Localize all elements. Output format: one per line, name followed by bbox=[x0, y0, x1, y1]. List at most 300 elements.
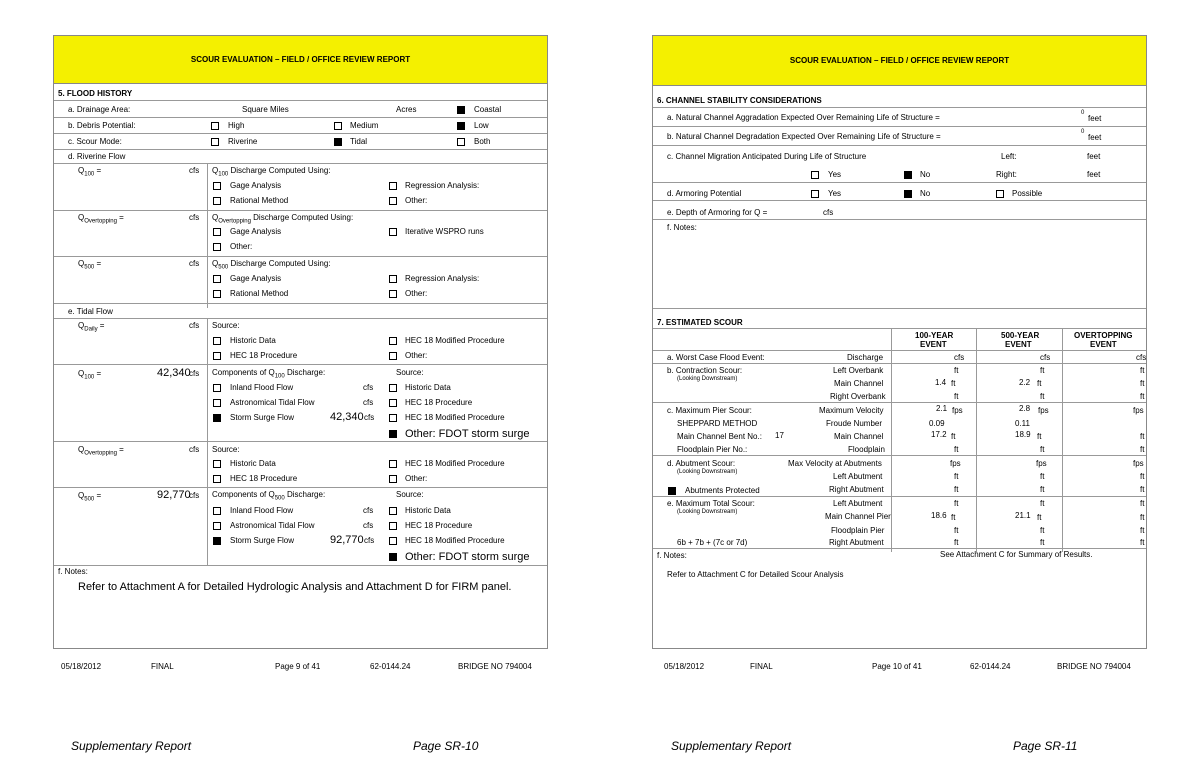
migration-left-unit: feet bbox=[1087, 152, 1101, 161]
estimated-scour-heading: 7. ESTIMATED SCOUR bbox=[657, 318, 743, 327]
q-sub: 500 bbox=[274, 495, 285, 502]
unit-ft: ft bbox=[1040, 445, 1045, 454]
other-checkbox[interactable] bbox=[213, 243, 221, 251]
source-label: Source: bbox=[212, 321, 240, 330]
col-100yr-line2: EVENT bbox=[920, 340, 947, 349]
footer-status: FINAL bbox=[750, 662, 773, 671]
supplementary-page: Page SR-11 bbox=[1013, 739, 1078, 753]
q100-eq: = bbox=[94, 166, 102, 175]
pier-velocity-500: 2.8 bbox=[1019, 404, 1031, 413]
unit-cfs: cfs bbox=[1040, 353, 1051, 362]
supplementary-label: Supplementary Report bbox=[71, 739, 192, 753]
unit-ft: ft bbox=[1040, 392, 1045, 401]
unit-ft: ft bbox=[1037, 513, 1042, 522]
degradation-unit: feet bbox=[1088, 133, 1102, 142]
total-left-abutment-label: Left Abutment bbox=[833, 499, 883, 508]
footer-date: 05/18/2012 bbox=[664, 662, 705, 671]
q-sub: 100 bbox=[218, 171, 229, 178]
footer-bridge: BRIDGE NO 794004 bbox=[458, 662, 532, 671]
high-label: High bbox=[228, 121, 245, 130]
storm-surge-value: 92,770 bbox=[330, 534, 364, 546]
tidal-q500-value: 92,770 bbox=[157, 489, 191, 501]
regression-checkbox[interactable] bbox=[389, 275, 397, 283]
divider bbox=[653, 182, 1146, 183]
other-fdot-label: Other: FDOT storm surge bbox=[405, 428, 530, 440]
divider bbox=[653, 496, 1146, 497]
hec18-procedure-label: HEC 18 Procedure bbox=[405, 521, 473, 530]
unit-ft: ft bbox=[1140, 392, 1145, 401]
total-main-100: 18.6 bbox=[931, 511, 947, 520]
abutments-protected-checkbox[interactable] bbox=[668, 487, 676, 495]
footer-date: 05/18/2012 bbox=[61, 662, 102, 671]
notes-label: f. Notes: bbox=[58, 567, 88, 576]
divider bbox=[653, 107, 1146, 108]
riverine-checkbox[interactable] bbox=[211, 138, 219, 146]
pier-main-100: 17.2 bbox=[931, 430, 947, 439]
other-fdot-label: Other: FDOT storm surge bbox=[405, 551, 530, 563]
divider bbox=[653, 328, 1146, 329]
unit-fps: fps bbox=[1133, 406, 1144, 415]
divider bbox=[653, 363, 1146, 364]
channel-stability-heading: 6. CHANNEL STABILITY CONSIDERATIONS bbox=[657, 96, 822, 105]
floodplain-pier-label: Floodplain Pier bbox=[831, 526, 885, 535]
q-sub: 500 bbox=[218, 264, 229, 271]
divider bbox=[653, 145, 1146, 146]
historic-data-checkbox[interactable] bbox=[213, 337, 221, 345]
froude-label: Froude Number bbox=[826, 419, 883, 428]
tidal-q100-label bbox=[78, 370, 101, 381]
total-scour-label: e. Maximum Total Scour: bbox=[667, 499, 755, 508]
components-heading bbox=[212, 491, 325, 502]
supplementary-page: Page SR-10 bbox=[413, 739, 479, 753]
unit-ft: ft bbox=[954, 445, 959, 454]
floodplain-pier-no-label: Floodplain Pier No.: bbox=[677, 445, 748, 454]
storm-surge-checkbox[interactable] bbox=[213, 537, 221, 545]
divider bbox=[54, 487, 547, 488]
unit-fps: fps bbox=[1133, 459, 1144, 468]
unit-fps: fps bbox=[950, 459, 961, 468]
components-text: Components of Q bbox=[212, 490, 275, 499]
unit-ft: ft bbox=[954, 499, 959, 508]
unit-ft: ft bbox=[954, 526, 959, 535]
historic-data-checkbox[interactable] bbox=[389, 384, 397, 392]
armoring-no-label: No bbox=[920, 189, 931, 198]
rational-method-checkbox[interactable] bbox=[213, 290, 221, 298]
other-label: Other: bbox=[405, 351, 428, 360]
q-overtopping-cfs: cfs bbox=[189, 213, 200, 222]
unit-ft: ft bbox=[1140, 432, 1145, 441]
riverine-label: Riverine bbox=[228, 137, 258, 146]
components-text: Components of Q bbox=[212, 368, 275, 377]
left-page bbox=[53, 35, 548, 649]
abutment-scour-label: d. Abutment Scour: bbox=[667, 459, 736, 468]
unit-fps: fps bbox=[952, 406, 963, 415]
total-main-500: 21.1 bbox=[1015, 511, 1031, 520]
inland-flood-checkbox[interactable] bbox=[213, 384, 221, 392]
section7-notes-label: f. Notes: bbox=[657, 551, 687, 560]
q-eq: = bbox=[94, 259, 102, 268]
iterative-wspro-label: Iterative WSPRO runs bbox=[405, 227, 484, 236]
components-text: Discharge: bbox=[284, 368, 326, 377]
divider bbox=[976, 328, 977, 552]
froude-500: 0.11 bbox=[1015, 419, 1030, 428]
col-overtopping-line2: EVENT bbox=[1090, 340, 1117, 349]
unit-ft: ft bbox=[951, 379, 956, 388]
other-checkbox[interactable] bbox=[389, 197, 397, 205]
q500-cfs: cfs bbox=[189, 259, 200, 268]
degradation-value: 0 bbox=[1081, 129, 1085, 135]
storm-surge-checkbox[interactable] bbox=[213, 414, 221, 422]
tidal-flow-label: e. Tidal Flow bbox=[68, 307, 113, 316]
froude-100: 0.09 bbox=[929, 419, 945, 428]
gage-analysis-label: Gage Analysis bbox=[230, 181, 282, 190]
both-checkbox[interactable] bbox=[457, 138, 465, 146]
inland-flood-label: Inland Flood Flow bbox=[230, 383, 294, 392]
rational-method-label: Rational Method bbox=[230, 196, 289, 205]
historic-data-checkbox[interactable] bbox=[213, 460, 221, 468]
section6-notes-label: f. Notes: bbox=[667, 223, 697, 232]
q-letter: Q bbox=[212, 259, 219, 268]
gage-analysis-checkbox[interactable] bbox=[213, 228, 221, 236]
inland-flood-label: Inland Flood Flow bbox=[230, 506, 294, 515]
q500-label bbox=[78, 260, 101, 271]
migration-no-label: No bbox=[920, 170, 931, 179]
right-overbank-label: Right Overbank bbox=[830, 392, 886, 401]
armoring-yes-checkbox[interactable] bbox=[811, 190, 819, 198]
q-letter: Q bbox=[78, 213, 85, 222]
other-label: Other: bbox=[405, 474, 428, 483]
divider bbox=[54, 210, 547, 211]
flood-history-heading: 5. FLOOD HISTORY bbox=[58, 89, 133, 98]
right-page-title: SCOUR EVALUATION – FIELD / OFFICE REVIEW REPORT bbox=[653, 36, 1146, 86]
historic-data-label: Historic Data bbox=[230, 336, 276, 345]
divider bbox=[891, 328, 892, 552]
right-abutment-label: Right Abutment bbox=[829, 485, 884, 494]
migration-yes-label: Yes bbox=[828, 170, 842, 179]
q-eq: = bbox=[94, 491, 102, 500]
bent-no-label: Main Channel Bent No.: bbox=[677, 432, 762, 441]
divider bbox=[653, 548, 1146, 549]
q-eq: = bbox=[116, 445, 124, 454]
q-sub: Overtopping bbox=[218, 218, 251, 225]
historic-data-label: Historic Data bbox=[230, 459, 276, 468]
tidal-q100-cfs: cfs bbox=[189, 369, 200, 378]
inland-flood-checkbox[interactable] bbox=[213, 507, 221, 515]
unit-fps: fps bbox=[1036, 459, 1047, 468]
unit-ft: ft bbox=[954, 472, 959, 481]
contraction-main-500: 2.2 bbox=[1019, 378, 1031, 387]
medium-checkbox[interactable] bbox=[334, 122, 342, 130]
hec18-procedure-label: HEC 18 Procedure bbox=[405, 398, 473, 407]
unit-ft: ft bbox=[954, 485, 959, 494]
contraction-scour-label: b. Contraction Scour: bbox=[667, 366, 743, 375]
hec18-modified-checkbox[interactable] bbox=[389, 537, 397, 545]
q100-cfs: cfs bbox=[189, 166, 200, 175]
components-heading bbox=[212, 369, 325, 380]
historic-data-label: Historic Data bbox=[405, 506, 451, 515]
unit-ft: ft bbox=[1140, 538, 1145, 547]
supplementary-label: Supplementary Report bbox=[671, 739, 792, 753]
regression-checkbox[interactable] bbox=[389, 182, 397, 190]
q-letter: Q bbox=[212, 166, 219, 175]
unit-cfs: cfs bbox=[1136, 353, 1147, 362]
rational-method-checkbox[interactable] bbox=[213, 197, 221, 205]
tidal-q500-label bbox=[78, 492, 101, 503]
unit-ft: ft bbox=[1037, 379, 1042, 388]
other-label: Other: bbox=[405, 289, 428, 298]
divider bbox=[54, 565, 547, 566]
other-checkbox[interactable] bbox=[389, 290, 397, 298]
discharge-label: Discharge bbox=[847, 353, 884, 362]
q-overtopping-discharge-heading bbox=[212, 214, 353, 225]
coastal-checkbox[interactable] bbox=[457, 106, 465, 114]
source-label: Source: bbox=[212, 445, 240, 454]
historic-data-checkbox[interactable] bbox=[389, 507, 397, 515]
cfs-unit: cfs bbox=[364, 413, 375, 422]
storm-surge-label: Storm Surge Flow bbox=[230, 536, 295, 545]
col-overtopping-line1: OVERTOPPING bbox=[1074, 331, 1133, 340]
armoring-potential-label: d. Armoring Potential bbox=[667, 189, 742, 198]
pier-main-500: 18.9 bbox=[1015, 430, 1031, 439]
hec18-procedure-checkbox[interactable] bbox=[389, 522, 397, 530]
unit-ft: ft bbox=[1140, 472, 1145, 481]
coastal-label: Coastal bbox=[474, 105, 502, 114]
q-letter: Q bbox=[78, 491, 85, 500]
main-channel-pier-label: Main Channel Pier bbox=[825, 512, 891, 521]
q-text: Discharge Computed Using: bbox=[250, 213, 354, 222]
divider bbox=[207, 163, 208, 308]
gage-analysis-checkbox[interactable] bbox=[213, 182, 221, 190]
q-eq: = bbox=[97, 321, 105, 330]
unit-ft: ft bbox=[1040, 526, 1045, 535]
migration-right-label: Right: bbox=[996, 170, 1017, 179]
section7-notes-text: Refer to Attachment C for Detailed Scour Analysis bbox=[667, 570, 844, 579]
q-text: Discharge Computed Using: bbox=[228, 166, 331, 175]
migration-no-checkbox[interactable] bbox=[904, 171, 912, 179]
divider bbox=[653, 219, 1146, 220]
armoring-possible-checkbox[interactable] bbox=[996, 190, 1004, 198]
other-label: Other: bbox=[405, 196, 428, 205]
q-sub: Daily bbox=[84, 326, 98, 333]
unit-ft: ft bbox=[954, 366, 959, 375]
max-velocity-label: Maximum Velocity bbox=[819, 406, 884, 415]
hec18-modified-checkbox[interactable] bbox=[389, 337, 397, 345]
regression-label: Regression Analysis: bbox=[405, 181, 480, 190]
unit-ft: ft bbox=[1140, 513, 1145, 522]
q100-discharge-heading bbox=[212, 167, 331, 178]
astronomical-tidal-checkbox[interactable] bbox=[213, 522, 221, 530]
both-label: Both bbox=[474, 137, 491, 146]
hec18-modified-checkbox[interactable] bbox=[389, 460, 397, 468]
unit-ft: ft bbox=[951, 513, 956, 522]
other-checkbox[interactable] bbox=[389, 475, 397, 483]
q-text: Discharge Computed Using: bbox=[228, 259, 331, 268]
scour-mode-label: c. Scour Mode: bbox=[68, 137, 122, 146]
hec18-procedure-checkbox[interactable] bbox=[389, 399, 397, 407]
footer-project: 62-0144.24 bbox=[970, 662, 1011, 671]
aggradation-unit: feet bbox=[1088, 114, 1102, 123]
debris-potential-label: b. Debris Potential: bbox=[68, 121, 136, 130]
q-eq: = bbox=[116, 213, 124, 222]
q-eq: = bbox=[94, 369, 102, 378]
iterative-wspro-checkbox[interactable] bbox=[389, 228, 397, 236]
unit-ft: ft bbox=[1140, 485, 1145, 494]
armoring-depth-label: e. Depth of Armoring for Q = bbox=[667, 208, 768, 217]
divider bbox=[54, 256, 547, 257]
square-miles-label: Square Miles bbox=[242, 105, 289, 114]
other-fdot-checkbox[interactable] bbox=[389, 430, 397, 438]
components-text: Discharge: bbox=[284, 490, 326, 499]
q-sub: 500 bbox=[84, 496, 95, 503]
col-500yr-line2: EVENT bbox=[1005, 340, 1032, 349]
gage-analysis-label: Gage Analysis bbox=[230, 274, 282, 283]
unit-ft: ft bbox=[1040, 538, 1045, 547]
tidal-q-overtopping-cfs: cfs bbox=[189, 445, 200, 454]
q-sub: Overtopping bbox=[84, 218, 117, 225]
unit-ft: ft bbox=[954, 538, 959, 547]
tidal-q500-cfs: cfs bbox=[189, 491, 200, 500]
storm-surge-value: 42,340 bbox=[330, 411, 364, 423]
q500-discharge-heading bbox=[212, 260, 331, 271]
hec18-modified-label: HEC 18 Modified Procedure bbox=[405, 536, 505, 545]
divider bbox=[54, 117, 547, 118]
q100-label bbox=[78, 167, 101, 178]
acres-label: Acres bbox=[396, 105, 417, 114]
source-label: Source: bbox=[396, 490, 424, 499]
q100-sub: 100 bbox=[84, 171, 95, 178]
pier-scour-label: c. Maximum Pier Scour: bbox=[667, 406, 752, 415]
regression-label: Regression Analysis: bbox=[405, 274, 480, 283]
divider bbox=[653, 455, 1146, 456]
low-label: Low bbox=[474, 121, 489, 130]
migration-left-label: Left: bbox=[1001, 152, 1017, 161]
unit-ft: ft bbox=[1140, 366, 1145, 375]
divider bbox=[54, 149, 547, 150]
hec18-procedure-checkbox[interactable] bbox=[213, 352, 221, 360]
other-fdot-checkbox[interactable] bbox=[389, 553, 397, 561]
aggradation-label: a. Natural Channel Aggradation Expected Over Remaining Life of Structure = bbox=[667, 113, 940, 122]
unit-ft: ft bbox=[1140, 445, 1145, 454]
migration-yes-checkbox[interactable] bbox=[811, 171, 819, 179]
divider bbox=[653, 350, 1146, 351]
rational-method-label: Rational Method bbox=[230, 289, 289, 298]
unit-ft: ft bbox=[1040, 472, 1045, 481]
astronomical-tidal-checkbox[interactable] bbox=[213, 399, 221, 407]
medium-label: Medium bbox=[350, 121, 379, 130]
see-attachment-c: See Attachment C for Summary of Results. bbox=[940, 550, 1093, 559]
unit-ft: ft bbox=[1140, 526, 1145, 535]
unit-ft: ft bbox=[1040, 366, 1045, 375]
looking-downstream-note: (Looking Downstream) bbox=[677, 509, 738, 515]
q-overtopping-label bbox=[78, 214, 124, 225]
unit-cfs: cfs bbox=[954, 353, 965, 362]
other-checkbox[interactable] bbox=[389, 352, 397, 360]
total-right-abutment-label: Right Abutment bbox=[829, 538, 884, 547]
armoring-possible-label: Possible bbox=[1012, 189, 1043, 198]
right-page bbox=[652, 35, 1147, 649]
q100-q: Q bbox=[78, 166, 85, 175]
cfs-unit: cfs bbox=[363, 506, 374, 515]
left-overbank-label: Left Overbank bbox=[833, 366, 884, 375]
low-checkbox[interactable] bbox=[457, 122, 465, 130]
col-100yr-line1: 100-YEAR bbox=[915, 331, 954, 340]
armoring-no-checkbox[interactable] bbox=[904, 190, 912, 198]
contraction-main-100: 1.4 bbox=[935, 378, 947, 387]
pier-velocity-100: 2.1 bbox=[936, 404, 948, 413]
q-letter: Q bbox=[78, 369, 85, 378]
migration-right-unit: feet bbox=[1087, 170, 1101, 179]
q-sub: 100 bbox=[84, 374, 95, 381]
footer-page: Page 9 of 41 bbox=[275, 662, 321, 671]
hec18-modified-label: HEC 18 Modified Procedure bbox=[405, 413, 505, 422]
footer-page: Page 10 of 41 bbox=[872, 662, 922, 671]
total-formula: 6b + 7b + (7c or 7d) bbox=[677, 538, 748, 547]
cfs-unit: cfs bbox=[363, 383, 374, 392]
divider bbox=[54, 100, 547, 101]
q-daily-cfs: cfs bbox=[189, 321, 200, 330]
historic-data-label: Historic Data bbox=[405, 383, 451, 392]
hec18-modified-label: HEC 18 Modified Procedure bbox=[405, 459, 505, 468]
other-label: Other: bbox=[230, 242, 253, 251]
footer-status: FINAL bbox=[151, 662, 174, 671]
cfs-unit: cfs bbox=[364, 536, 375, 545]
footer-project: 62-0144.24 bbox=[370, 662, 411, 671]
q-sub: 500 bbox=[84, 264, 95, 271]
main-channel-label: Main Channel bbox=[834, 379, 884, 388]
q-letter: Q bbox=[212, 213, 219, 222]
hec18-modified-label: HEC 18 Modified Procedure bbox=[405, 336, 505, 345]
unit-fps: fps bbox=[1038, 406, 1049, 415]
divider bbox=[1062, 328, 1063, 552]
divider bbox=[54, 133, 547, 134]
hec18-modified-checkbox[interactable] bbox=[389, 414, 397, 422]
hec18-procedure-label: HEC 18 Procedure bbox=[230, 351, 298, 360]
notes-text: Refer to Attachment A for Detailed Hydrologic Analysis and Attachment D for FIRM panel. bbox=[78, 581, 512, 593]
high-checkbox[interactable] bbox=[211, 122, 219, 130]
tidal-label: Tidal bbox=[350, 137, 368, 146]
riverine-flow-label: d. Riverine Flow bbox=[68, 152, 126, 161]
divider bbox=[54, 441, 547, 442]
looking-downstream-note: (Looking Downstream) bbox=[677, 376, 738, 382]
divider bbox=[653, 126, 1146, 127]
divider bbox=[653, 308, 1146, 309]
q-sub: 100 bbox=[274, 373, 285, 380]
abutments-protected-label: Abutments Protected bbox=[685, 486, 760, 495]
col-500yr-line1: 500-YEAR bbox=[1001, 331, 1040, 340]
q-sub: Overtopping bbox=[84, 450, 117, 457]
divider bbox=[54, 364, 547, 365]
tidal-checkbox[interactable] bbox=[334, 138, 342, 146]
q-daily-label bbox=[78, 322, 104, 333]
armoring-depth-unit: cfs bbox=[823, 208, 834, 217]
cfs-unit: cfs bbox=[363, 398, 374, 407]
hec18-procedure-checkbox[interactable] bbox=[213, 475, 221, 483]
hec18-procedure-label: HEC 18 Procedure bbox=[230, 474, 298, 483]
divider bbox=[54, 318, 547, 319]
sheppard-method-label: SHEPPARD METHOD bbox=[677, 419, 758, 428]
divider bbox=[653, 402, 1146, 403]
gage-analysis-checkbox[interactable] bbox=[213, 275, 221, 283]
floodplain-label: Floodplain bbox=[848, 445, 885, 454]
unit-ft: ft bbox=[1040, 499, 1045, 508]
armoring-yes-label: Yes bbox=[828, 189, 842, 198]
unit-ft: ft bbox=[1140, 379, 1145, 388]
q-letter: Q bbox=[78, 445, 85, 454]
aggradation-value: 0 bbox=[1081, 110, 1085, 116]
looking-downstream-note: (Looking Downstream) bbox=[677, 469, 738, 475]
bent-no-value: 17 bbox=[775, 431, 784, 440]
footer-bridge: BRIDGE NO 794004 bbox=[1057, 662, 1131, 671]
